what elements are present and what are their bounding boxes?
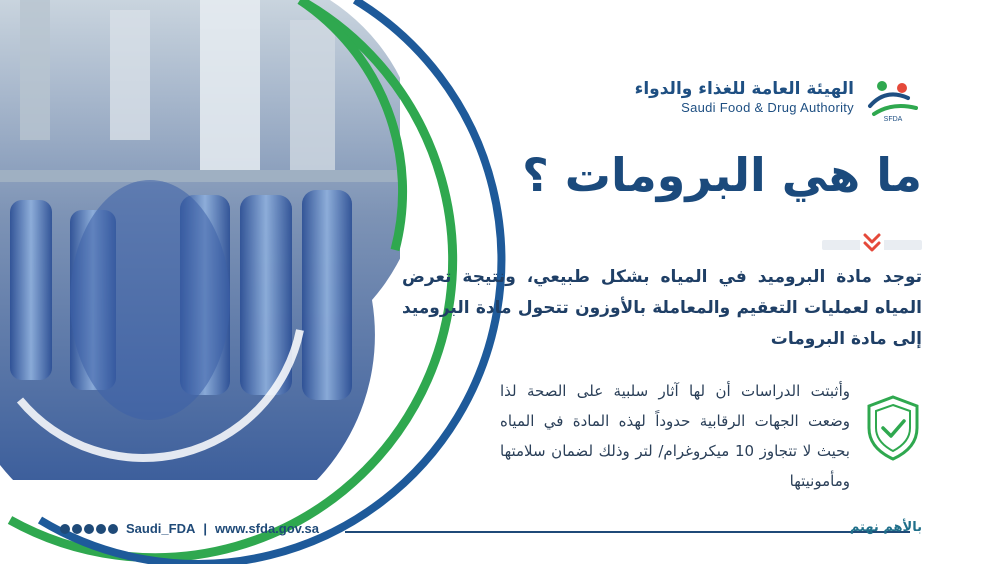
intro-paragraph: توجد مادة البروميد في المياه بشكل طبيعي، ونتيجة تعرض المياه لعمليات التعقيم والمعاملة بالأوزون تتحول مادة البروميد إلى مادة البرومات [402,267,922,349]
youtube-icon[interactable] [84,524,94,534]
instagram-icon[interactable] [96,524,106,534]
twitter-icon[interactable] [60,524,70,534]
logo-english-name: Saudi Food & Drug Authority [681,100,854,115]
social-icons [60,524,118,534]
health-paragraph: وأثبتت الدراسات أن لها آثار سلبية على الصحة لذا وضعت الجهات الرقابية حدوداً لهذه المادة في المياه بحيث لا تتجاوز 10 ميكروغرام/ لتر وذلك لضمان سلامتها ومأمونيتها [500,382,850,490]
footer-rule [345,531,910,533]
social-handle[interactable]: Saudi_FDA [126,521,196,536]
footer-contact [60,521,319,536]
snapchat-icon[interactable] [72,524,82,534]
sfda-logo [635,72,922,122]
website-link[interactable]: www.sfda.gov.sa [214,521,320,536]
page-title: ما هي البرومات ؟ [522,148,922,202]
logo-mark-text: SFDA [883,116,903,122]
sfda-mark-icon [864,72,922,122]
footer-tagline: بالأهم نهتم [849,520,922,535]
footer-separator: | [203,521,207,536]
facebook-icon[interactable] [108,524,118,534]
logo-arabic-name: الهيئة العامة للغذاء والدواء [634,79,854,99]
double-chevron-down-icon [860,232,884,254]
shield-check-icon [864,394,922,462]
section-divider [822,232,922,254]
